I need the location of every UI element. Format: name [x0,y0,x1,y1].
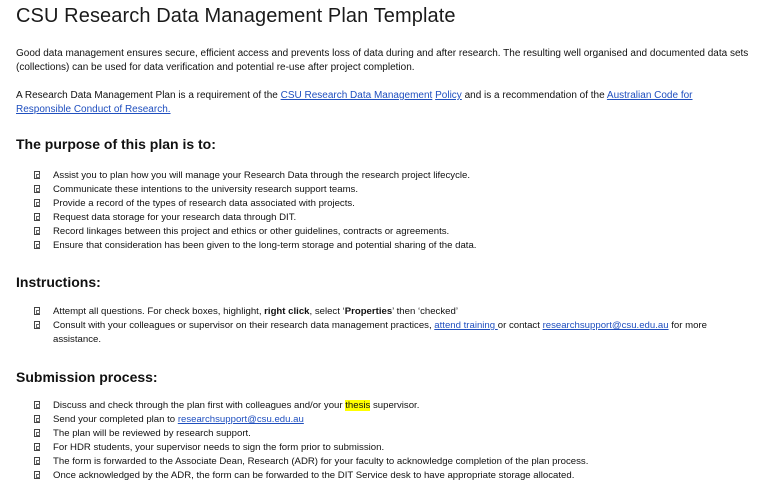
highlighted-word: thesis [345,400,371,411]
list-item: Request data storage for your research data through DIT. [34,211,476,225]
bullet-icon [34,443,40,451]
list-item: The plan will be reviewed by research support. [34,427,588,441]
intro-paragraph: Good data management ensures secure, efficient access and prevents loss of data during and after research. The resulting well organised and documented data sets (collections) can be used for data verification and potential re-use after project completion. [16,48,749,73]
policy-paragraph: A Research Data Management Plan is a requirement of the CSU Research Data Management Policy and is a recommendation of the Australian Code for Responsible Conduct of Research. [16,90,693,115]
bullet-icon [34,457,40,465]
list-item: Communicate these intentions to the university research support teams. [34,183,476,197]
list-item: Assist you to plan how you will manage your Research Data through the research project lifecycle. [34,169,476,183]
list-item: For HDR students, your supervisor needs to sign the form prior to submission. [34,441,588,455]
list-item: Provide a record of the types of research data associated with projects. [34,197,476,211]
bullet-icon [34,401,40,409]
submission-heading: Submission process: [16,369,158,385]
bullet-icon [34,171,40,179]
bullet-icon [34,471,40,479]
purpose-list [34,169,476,253]
bullet-icon [34,227,40,235]
document-title: CSU Research Data Management Plan Template [16,5,456,27]
attend-training-link[interactable]: attend training [434,320,498,331]
rdm-link[interactable]: CSU Research Data Management [280,90,433,101]
support-email-link[interactable]: researchsupport@csu.edu.au [542,320,669,331]
bullet-icon [34,307,40,315]
bullet-icon [34,185,40,193]
list-item: Once acknowledged by the ADR, the form can be forwarded to the DIT Service desk to have appropriate storage allocated. [34,469,588,483]
purpose-heading: The purpose of this plan is to: [16,136,216,152]
bullet-icon [34,213,40,221]
list-item: Record linkages between this project and ethics or other guidelines, contracts or agreements. [34,225,476,239]
instructions-list [34,305,753,347]
submit-email-link[interactable]: researchsupport@csu.edu.au [177,414,304,425]
bullet-icon [34,199,40,207]
list-item: The form is forwarded to the Associate Dean, Research (ADR) for your faculty to acknowledge completion of the plan process. [34,455,588,469]
bullet-icon [34,429,40,437]
list-item: Consult with your colleagues or supervisor on their research data management practices, attend training or contact researchsupport@csu.edu.au for more assistance. [34,319,753,347]
code-link[interactable]: Australian Code for Responsible Conduct of Research. [16,90,693,115]
list-item: Attempt all questions. For check boxes, highlight, right click, select ‘Properties’ then ‘checked’ [34,305,753,319]
list-item: Ensure that consideration has been given to the long-term storage and potential sharing of the data. [34,239,476,253]
list-item: Discuss and check through the plan first with colleagues and/or your thesis supervisor. [34,399,588,413]
policy-link[interactable]: Policy [435,90,462,101]
submission-list [34,399,588,483]
bullet-icon [34,415,40,423]
bullet-icon [34,241,40,249]
list-item: Send your completed plan to researchsupport@csu.edu.au [34,413,588,427]
bullet-icon [34,321,40,329]
instructions-heading: Instructions: [16,274,101,290]
